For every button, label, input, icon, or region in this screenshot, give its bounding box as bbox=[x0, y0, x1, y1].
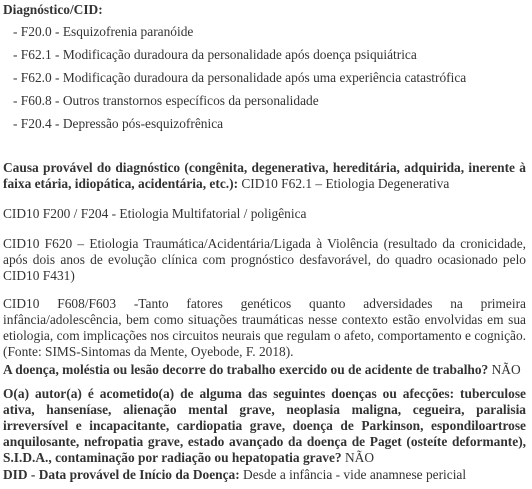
diagnosis-item: - F62.1 - Modificação duradoura da personalidade após doença psiquiátrica bbox=[13, 47, 417, 62]
diagnosis-item: - F20.4 - Depressão pós-esquizofrênica bbox=[13, 116, 224, 131]
diagnosis-heading: Diagnóstico/CID: bbox=[3, 2, 103, 17]
diagnosis-item: - F60.8 - Outros transtornos específicos da personalidade bbox=[13, 93, 319, 108]
serious-diseases-label: O(a) autor(a) é acometido(a) de alguma das seguintes doenças ou afecções: tuberculose ativa, hanseníase, alienação mental grave, neoplasia maligna, cegueira, paralisia irreversível e incapacitante, cardiopatia grave, doença de Parkinson, espondiloartrose anquilosante, nefropatia grave, estado avançado da doença de Paget (osteíte deformante), S.I.D.A., contaminação por radiação ou hepatopatia grave? bbox=[3, 386, 526, 465]
diagnosis-item: - F62.0 - Modificação duradoura da personalidade após uma experiência catastrófica bbox=[13, 70, 467, 85]
cause-value: CID10 F62.1 – Etiologia Degenerativa bbox=[238, 176, 450, 191]
cause-paragraph bbox=[3, 160, 526, 192]
did-label: DID - Data provável de Início da Doença: bbox=[3, 467, 240, 482]
work-related-answer: NÃO bbox=[488, 362, 521, 377]
etiology-paragraph: CID10 F620 – Etiologia Traumática/Acidentária/Ligada à Violência (resultado da cronicidade, após dois anos de evolução clínica com prognóstico desfavorável, do quadro ocasionado pelo CID10 F431) bbox=[3, 236, 526, 283]
cause-label: Causa provável do diagnóstico (congênita, degenerativa, hereditária, adquirida, inerente à faixa etária, idiopática, acidentária, etc.): bbox=[3, 160, 526, 191]
work-related-question bbox=[3, 362, 526, 378]
serious-diseases-answer: NÃO bbox=[341, 450, 374, 465]
serious-diseases-question bbox=[3, 386, 526, 466]
did-value: Desde a infância - vide anamnese pericial bbox=[239, 467, 467, 482]
etiology-paragraph: CID10 F200 / F204 - Etiologia Multifatorial / poligênica bbox=[3, 206, 307, 221]
diagnosis-item: - F20.0 - Esquizofrenia paranóide bbox=[13, 24, 194, 39]
work-related-label: A doença, moléstia ou lesão decorre do trabalho exercido ou de acidente de trabalho? bbox=[3, 362, 489, 377]
did-line bbox=[3, 467, 526, 483]
etiology-paragraph: CID10 F608/F603 -Tanto fatores genéticos quanto adversidades na primeira infância/adolescência, bem como situações traumáticas nesse contexto estão envolvidas em sua etiologia, com implicações nos circuitos neurais que regulam o afeto, comportamento e cognição. (Fonte: SIMS-Sintomas da Mente, Oyebode, F. 2018). bbox=[3, 296, 526, 359]
